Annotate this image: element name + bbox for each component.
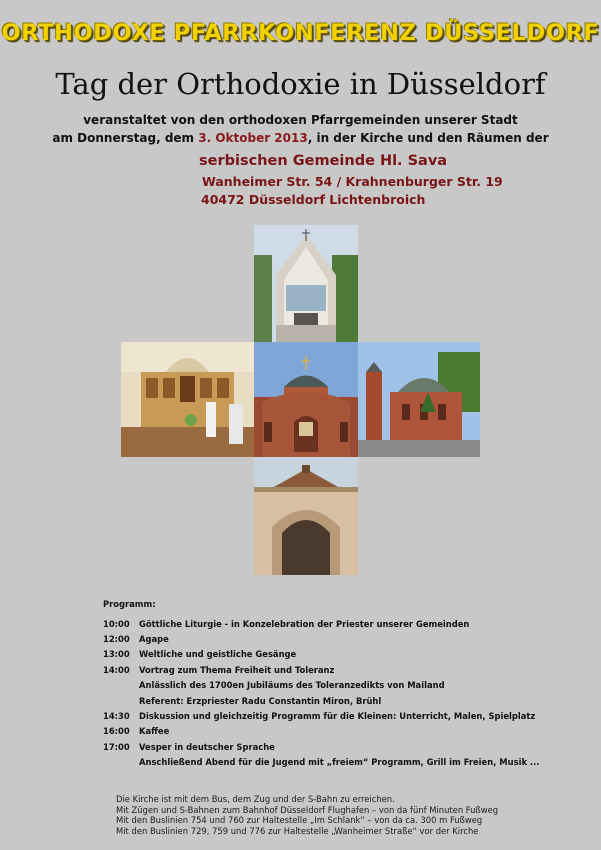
program-text: Anlässlich des 1700en Jubiläums des Toleranzedikts von Mailand [139,680,445,690]
program-time: 14:00 [103,665,130,675]
program-time: 12:00 [103,634,130,644]
program-text: Weltliche und geistliche Gesänge [139,649,297,659]
intro-text [0,111,601,147]
program-text: Vortrag zum Thema Freiheit und Toleranz [139,665,335,675]
program-time: 13:00 [103,649,130,659]
parish-city: 40472 Düsseldorf Lichtenbroich [201,192,426,207]
program-time: 14:30 [103,711,130,721]
directions-line: Mit den Buslinien 754 und 760 zur Haltestelle „Im Schlank“ – von da ca. 300 m Fußweg [116,815,483,825]
program-text: Kaffee [139,726,170,736]
program-time: 10:00 [103,619,130,629]
program-text: Diskussion und gleichzeitig Programm für die Kleinen: Unterricht, Malen, Spielplatz [139,711,536,721]
program-text: Agape [139,634,169,644]
intro-line-2-post: , in der Kirche und den Räumen der [307,131,549,145]
parish-name: serbischen Gemeinde Hl. Sava [199,153,448,169]
church-exterior-photo [358,342,480,457]
church-portal-photo [254,457,358,575]
program-text: Anschließend Abend für die Jugend mit „freiem“ Programm, Grill im Freien, Musik ... [139,757,540,767]
intro-line-1: veranstaltet von den orthodoxen Pfarrgemeinden unserer Stadt [83,113,518,127]
program-time: 17:00 [103,742,130,752]
program-text: Göttliche Liturgie - in Konzelebration der Priester unserer Gemeinden [139,619,470,629]
page-title: Tag der Orthodoxie in Düsseldorf [55,67,546,101]
church-interior-photo [121,342,254,457]
directions-line: Die Kirche ist mit dem Bus, dem Zug und der S-Bahn zu erreichen. [116,794,395,804]
church-dome-photo [254,342,358,457]
program-text: Vesper in deutscher Sprache [139,742,275,752]
program-heading: Programm: [103,599,156,609]
event-date: 3. Oktober 2013 [198,131,308,145]
directions-text [116,794,498,836]
intro-line-2-pre: am Donnerstag, dem [52,131,199,145]
directions-line: Mit Zügen und S-Bahnen zum Bahnhof Düsseldorf Flughafen – von da fünf Minuten Fußweg [116,804,499,815]
intro-line-2 [0,129,601,147]
banner-heading: ORTHODOXE PFARRKONFERENZ DÜSSELDORF [1,20,600,46]
program-text: Referent: Erzpriester Radu Constantin Miron, Brühl [139,696,382,706]
church-facade-photo [254,225,358,342]
program-time: 16:00 [103,726,130,736]
directions-line: Mit den Buslinien 729, 759 und 776 zur Haltestelle „Wanheimer Straße“ vor der Kirche [116,825,479,836]
parish-street: Wanheimer Str. 54 / Krahnenburger Str. 19 [202,174,503,189]
